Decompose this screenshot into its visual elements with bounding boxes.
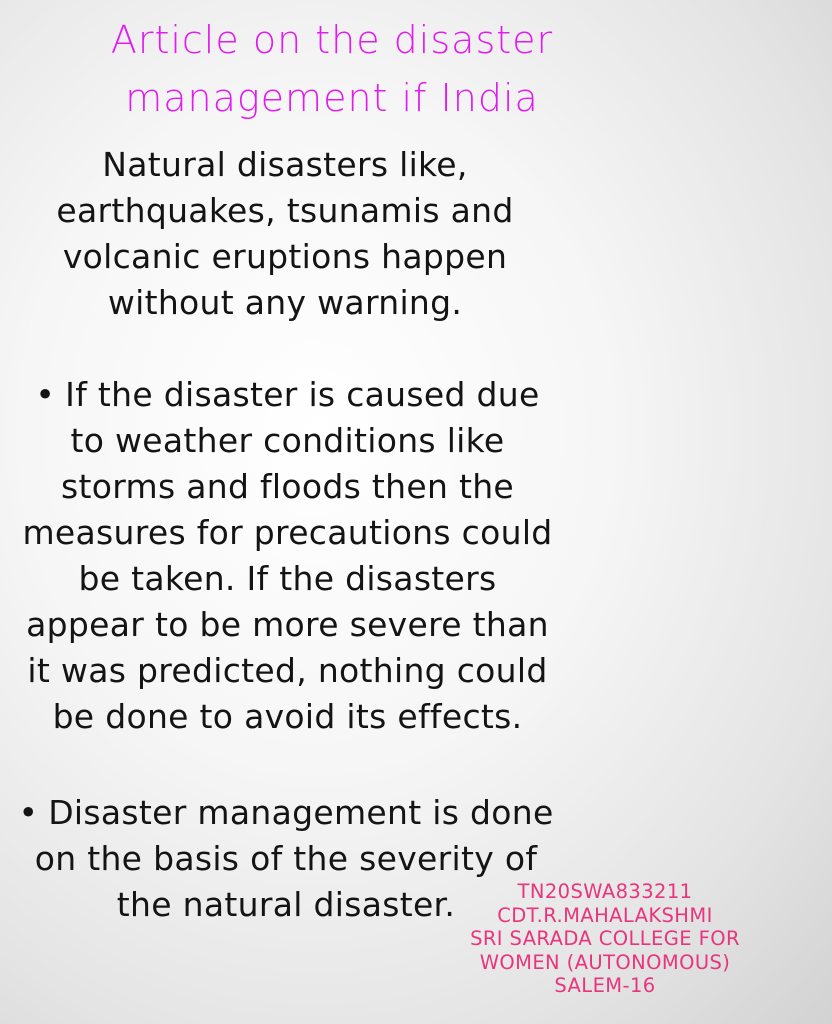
paragraph-line [0, 372, 575, 418]
paragraph-line [0, 790, 572, 836]
bullet-icon: • [18, 793, 39, 832]
paragraph-line: be taken. If the disasters [78, 559, 497, 598]
paragraph-line: measures for precautions could [22, 513, 553, 552]
credit-college: SRI SARADA COLLEGE FOR [470, 927, 740, 950]
article-title-line-2: management if India [125, 76, 539, 120]
paragraph-line: storms and floods then the [60, 467, 515, 506]
weather-bullet-paragraph [0, 372, 575, 740]
paragraph-line: to weather conditions like [70, 421, 505, 460]
paragraph-line: the natural disaster. [116, 885, 456, 924]
credit-id: TN20SWA833211 [517, 880, 693, 903]
paragraph-line: without any warning. [107, 283, 463, 322]
author-credit [440, 880, 770, 998]
credit-name: CDT.R.MAHALAKSHMI [497, 903, 713, 927]
paragraph-line: it was predicted, nothing could [27, 651, 548, 690]
credit-college-status: WOMEN (AUTONOMOUS) [479, 950, 731, 974]
paragraph-line-text: If the disaster is caused due [65, 375, 540, 414]
article-title-line-1: Article on the disaster [110, 18, 554, 62]
paragraph-line: earthquakes, tsunamis and [56, 191, 514, 230]
paragraph-line: appear to be more severe than [26, 605, 549, 644]
credit-city: SALEM-16 [554, 974, 656, 997]
paragraph-line-text: Disaster management is done [48, 793, 554, 832]
paragraph-line: Natural disasters like, [102, 145, 468, 184]
paragraph-line: on the basis of the severity of [34, 839, 538, 878]
paragraph-line: volcanic eruptions happen [62, 237, 508, 276]
bullet-icon: • [35, 375, 56, 414]
intro-paragraph [0, 142, 570, 326]
paragraph-line: be done to avoid its effects. [52, 697, 523, 736]
